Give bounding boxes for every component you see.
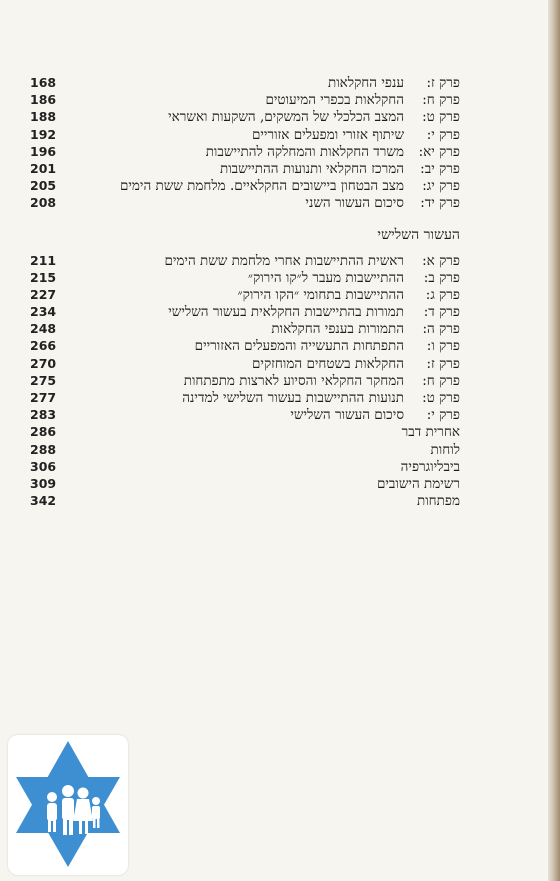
page-number: 288 — [30, 441, 57, 457]
chapter-title: תנועות ההתיישבות בעשור השלישי למדינה — [182, 390, 404, 406]
toc-entry — [30, 406, 460, 423]
page-number: 215 — [30, 269, 57, 285]
chapter-label: פרק יא: — [418, 143, 460, 160]
section-heading: העשור השלישי — [377, 226, 460, 243]
toc-entry — [30, 177, 460, 194]
toc-entry — [30, 286, 460, 303]
page-number: 277 — [30, 390, 57, 405]
back-matter-title: רשימת הישובים — [376, 475, 460, 492]
chapter-label: פרק יד: — [420, 195, 460, 212]
toc-entry — [30, 126, 460, 143]
chapter-title: המחקר החקלאי והסיוע לארצות מתפתחות — [183, 372, 404, 389]
chapter-label: פרק ח: — [422, 92, 460, 109]
toc-entry — [30, 91, 460, 108]
toc-entry — [30, 355, 460, 372]
toc-entry — [30, 337, 460, 354]
chapter-label: פרק א: — [422, 252, 460, 269]
chapter-title: התמורות בענפי החקלאות — [271, 321, 404, 338]
page-number: 168 — [30, 75, 57, 90]
star-of-david-icon — [8, 735, 128, 875]
chapter-label: פרק ט: — [422, 390, 460, 406]
toc-entry — [30, 492, 460, 509]
page-number: 266 — [30, 338, 57, 354]
chapter-title: מצב הבטחון ביישובים החקלאיים. מלחמת ששת הימים — [119, 178, 404, 195]
page-edge — [548, 0, 560, 881]
back-matter-list — [30, 423, 460, 509]
chapter-title: ההתיישבות מעבר ל״קו הירוק״ — [247, 269, 404, 286]
page-number: 192 — [30, 126, 57, 142]
toc-entry — [30, 143, 460, 160]
page-number: 342 — [30, 493, 57, 509]
chapter-label: פרק ז: — [426, 355, 460, 372]
toc-entry — [30, 475, 460, 492]
back-matter-title: ביבליוגרפיה — [400, 458, 460, 475]
chapter-title: ההתיישבות בתחומי ״הקו הירוק״ — [237, 286, 404, 303]
toc-entry — [30, 458, 460, 475]
toc-entry — [30, 108, 460, 125]
page-number: 286 — [30, 424, 57, 440]
chapter-title: החקלאות בכפרי המיעוטים — [265, 92, 404, 109]
chapter-title: שיתוף אזורי ומפעלים אזוריים — [251, 126, 404, 143]
page-number: 211 — [30, 252, 57, 268]
page-number: 201 — [30, 160, 57, 176]
chapter-title: המרכז החקלאי ותנועות ההתיישבות — [219, 160, 404, 177]
chapter-title: תמורות בהתיישבות החקלאית בעשור השלישי — [168, 304, 404, 321]
back-matter-title: מפתחות — [417, 493, 460, 510]
page-number: 188 — [30, 109, 57, 125]
chapter-label: פרק ב: — [423, 269, 460, 286]
page-number: 196 — [30, 143, 57, 159]
chapter-label: פרק יב: — [420, 160, 460, 177]
chapter-label: פרק י: — [426, 407, 460, 424]
page-number: 306 — [30, 458, 57, 474]
chapter-title: המצב הכלכלי של המשקים, השקעות ואשראי — [168, 109, 404, 126]
section-two-list — [30, 252, 460, 424]
chapter-title: סיכום העשור השני — [305, 195, 404, 212]
page-number: 234 — [30, 304, 57, 320]
toc-entry — [30, 423, 460, 440]
page-number: 205 — [30, 178, 57, 194]
page-number: 270 — [30, 355, 57, 371]
table-of-contents — [30, 74, 460, 509]
toc-entry — [30, 160, 460, 177]
toc-entry — [30, 372, 460, 389]
chapter-label: פרק ז: — [426, 75, 460, 91]
chapter-label: פרק ט: — [422, 109, 460, 126]
toc-entry — [30, 269, 460, 286]
chapter-title: החקלאות בשטחים המוחזקים — [251, 355, 404, 372]
chapter-label: פרק ו: — [426, 338, 460, 355]
section-one-list — [30, 74, 460, 212]
chapter-label: פרק ה: — [422, 321, 460, 338]
page-number: 309 — [30, 475, 57, 491]
chapter-label: פרק יג: — [422, 178, 460, 195]
page-number: 227 — [30, 286, 57, 302]
chapter-title: ענפי החקלאות — [327, 75, 404, 91]
page-number: 208 — [30, 195, 57, 211]
toc-entry — [30, 252, 460, 269]
toc-entry — [30, 441, 460, 458]
chapter-title: משרד החקלאות והמחלקה להתיישבות — [205, 143, 404, 160]
chapter-title: ראשית ההתיישבות אחרי מלחמת ששת הימים — [164, 252, 404, 269]
toc-entry — [30, 194, 460, 211]
toc-entry — [30, 303, 460, 320]
chapter-label: פרק ד: — [423, 304, 460, 321]
page-number: 275 — [30, 372, 57, 388]
chapter-label: פרק ג: — [425, 286, 460, 303]
page-number: 186 — [30, 92, 57, 108]
back-matter-title: לוחות — [430, 441, 460, 458]
page-number: 283 — [30, 407, 57, 423]
toc-entry — [30, 320, 460, 337]
chapter-label: פרק ח: — [422, 372, 460, 389]
page-number: 248 — [30, 321, 57, 337]
back-matter-title: אחרית דבר — [401, 424, 460, 441]
toc-entry — [30, 389, 460, 406]
chapter-title: התפתחות התעשייה והמפעלים האזוריים — [194, 338, 404, 355]
chapter-label: פרק י: — [426, 126, 460, 143]
toc-entry — [30, 74, 460, 91]
family-star-logo — [8, 735, 128, 875]
chapter-title: סיכום העשור השלישי — [290, 407, 404, 424]
